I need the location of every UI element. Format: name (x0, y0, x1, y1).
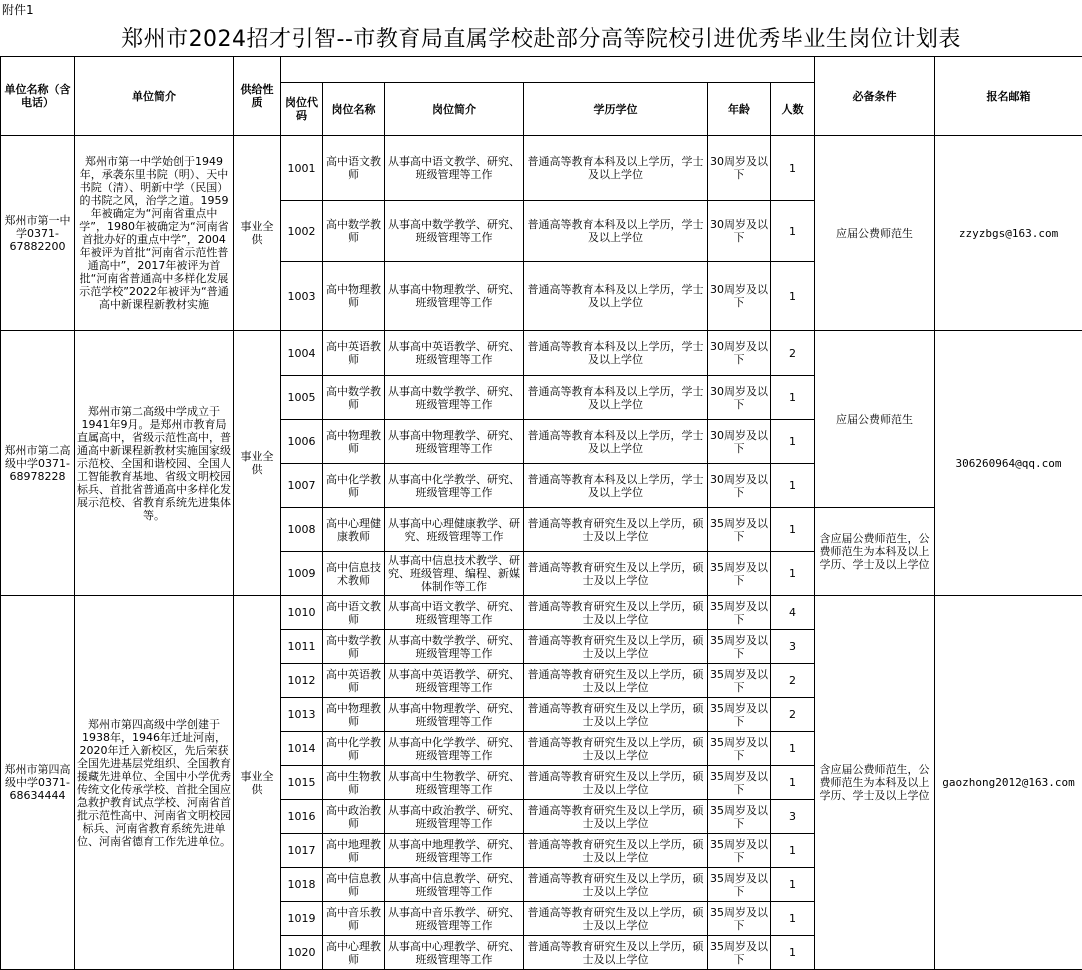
post-intro-cell: 从事高中地理教学、研究、班级管理等工作 (385, 834, 524, 868)
count-cell: 1 (771, 732, 815, 766)
header-age: 年龄 (708, 83, 771, 136)
requirement-cell: 含应届公费师范生，公费师范生为本科及以上学历、学士及以上学位 (815, 596, 935, 970)
post-name-cell: 高中政治教师 (323, 800, 385, 834)
count-cell: 1 (771, 834, 815, 868)
post-code-cell: 1010 (281, 596, 323, 630)
supply-cell: 事业全供 (234, 596, 281, 970)
degree-cell: 普通高等教育本科及以上学历，学士及以上学位 (524, 201, 708, 262)
post-name-cell: 高中物理教师 (323, 420, 385, 464)
degree-cell: 普通高等教育研究生及以上学历，硕士及以上学位 (524, 552, 708, 596)
degree-cell: 普通高等教育本科及以上学历，学士及以上学位 (524, 262, 708, 331)
post-intro-cell: 从事高中物理教学、研究、班级管理等工作 (385, 262, 524, 331)
degree-cell: 普通高等教育本科及以上学历，学士及以上学位 (524, 376, 708, 420)
post-name-cell: 高中心理教师 (323, 936, 385, 970)
unit-intro-text: 郑州市第四高级中学创建于1938年，1946年迁址河南，2020年迁入新校区，先后荣获全国先进基层党组织、全国教育援藏先进单位、全国中小学优秀传统文化传承学校、首批全国应急救护教育试点学校、河南省首批示范性高中、河南省文明校园标兵、河南省教育系统先进单位、河南省德育工作先进单位。 (77, 717, 231, 848)
degree-cell: 普通高等教育研究生及以上学历，硕士及以上学位 (524, 698, 708, 732)
post-intro-cell: 从事高中语文教学、研究、班级管理等工作 (385, 136, 524, 201)
age-cell: 35周岁及以下 (708, 552, 771, 596)
age-cell: 35周岁及以下 (708, 664, 771, 698)
email-cell: gaozhong2012@163.com (935, 596, 1082, 970)
unit-intro-cell (75, 331, 234, 596)
post-intro-cell: 从事高中语文教学、研究、班级管理等工作 (385, 596, 524, 630)
count-cell: 1 (771, 552, 815, 596)
post-code-cell: 1020 (281, 936, 323, 970)
degree-cell: 普通高等教育研究生及以上学历，硕士及以上学位 (524, 630, 708, 664)
header-supply: 供给性质 (234, 57, 281, 136)
count-cell: 2 (771, 331, 815, 376)
post-code-cell: 1018 (281, 868, 323, 902)
post-code-cell: 1011 (281, 630, 323, 664)
supply-cell: 事业全供 (234, 331, 281, 596)
header-email: 报名邮箱 (935, 57, 1082, 136)
age-cell: 35周岁及以下 (708, 732, 771, 766)
post-name-cell: 高中物理教师 (323, 698, 385, 732)
post-code-cell: 1002 (281, 201, 323, 262)
post-code-cell: 1005 (281, 376, 323, 420)
count-cell: 1 (771, 464, 815, 508)
post-intro-cell: 从事高中化学教学、研究、班级管理等工作 (385, 732, 524, 766)
post-code-cell: 1006 (281, 420, 323, 464)
post-name-cell: 高中语文教师 (323, 596, 385, 630)
header-degree: 学历学位 (524, 83, 708, 136)
post-name-cell: 高中数学教师 (323, 376, 385, 420)
post-intro-cell: 从事高中政治教学、研究、班级管理等工作 (385, 800, 524, 834)
age-cell: 35周岁及以下 (708, 596, 771, 630)
post-code-cell: 1014 (281, 732, 323, 766)
post-code-cell: 1008 (281, 508, 323, 552)
unit-name-cell: 郑州市第一中学0371-67882200 (1, 136, 75, 331)
email-cell: 306260964@qq.com (935, 331, 1082, 596)
count-cell: 1 (771, 902, 815, 936)
post-intro-cell: 从事高中物理教学、研究、班级管理等工作 (385, 698, 524, 732)
post-name-cell: 高中生物教师 (323, 766, 385, 800)
table-row (1, 596, 1082, 630)
count-cell: 1 (771, 508, 815, 552)
post-intro-cell: 从事高中英语教学、研究、班级管理等工作 (385, 331, 524, 376)
degree-cell: 普通高等教育研究生及以上学历，硕士及以上学位 (524, 596, 708, 630)
table-row (1, 136, 1082, 201)
post-name-cell: 高中英语教师 (323, 664, 385, 698)
post-code-cell: 1016 (281, 800, 323, 834)
post-intro-cell: 从事高中心理健康教学、研究、班级管理等工作 (385, 508, 524, 552)
degree-cell: 普通高等教育研究生及以上学历，硕士及以上学位 (524, 902, 708, 936)
post-name-cell: 高中音乐教师 (323, 902, 385, 936)
post-name-cell: 高中信息教师 (323, 868, 385, 902)
age-cell: 35周岁及以下 (708, 834, 771, 868)
post-name-cell: 高中数学教师 (323, 630, 385, 664)
post-code-cell: 1012 (281, 664, 323, 698)
header-unit-intro: 单位简介 (75, 57, 234, 136)
count-cell: 1 (771, 262, 815, 331)
post-code-cell: 1003 (281, 262, 323, 331)
post-name-cell: 高中地理教师 (323, 834, 385, 868)
post-code-cell: 1007 (281, 464, 323, 508)
post-code-cell: 1009 (281, 552, 323, 596)
degree-cell: 普通高等教育本科及以上学历，学士及以上学位 (524, 331, 708, 376)
degree-cell: 普通高等教育研究生及以上学历，硕士及以上学位 (524, 868, 708, 902)
post-intro-cell: 从事高中信息技术教学、研究、班级管理、编程、新媒体制作等工作 (385, 552, 524, 596)
count-cell: 1 (771, 420, 815, 464)
age-cell: 30周岁及以下 (708, 262, 771, 331)
count-cell: 1 (771, 376, 815, 420)
age-cell: 35周岁及以下 (708, 936, 771, 970)
count-cell: 2 (771, 698, 815, 732)
post-intro-cell: 从事高中数学教学、研究、班级管理等工作 (385, 630, 524, 664)
header-row-top (1, 57, 1082, 83)
age-cell: 30周岁及以下 (708, 464, 771, 508)
post-code-cell: 1019 (281, 902, 323, 936)
count-cell: 1 (771, 936, 815, 970)
count-cell: 3 (771, 630, 815, 664)
post-intro-cell: 从事高中化学教学、研究、班级管理等工作 (385, 464, 524, 508)
post-name-cell: 高中数学教师 (323, 201, 385, 262)
count-cell: 2 (771, 664, 815, 698)
post-name-cell: 高中英语教师 (323, 331, 385, 376)
count-cell: 1 (771, 201, 815, 262)
age-cell: 35周岁及以下 (708, 766, 771, 800)
degree-cell: 普通高等教育研究生及以上学历，硕士及以上学位 (524, 936, 708, 970)
post-code-cell: 1013 (281, 698, 323, 732)
post-name-cell: 高中信息技术教师 (323, 552, 385, 596)
header-post-name: 岗位名称 (323, 83, 385, 136)
age-cell: 35周岁及以下 (708, 508, 771, 552)
age-cell: 30周岁及以下 (708, 201, 771, 262)
unit-intro-text: 郑州市第一中学始创于1949年，承袭东里书院（明）、天中书院（清）、明新中学（民国）的书院之风，治学之道。1959年被确定为“河南省重点中学”，1980年被确定为“河南省首批办好的重点中学”，2004年被评为首批“河南省示范性普通高中”，2017年被评为首批“河南省普通高中多样化发展示范学校”2022年被评为“普通高中新课程新教材实施 (79, 155, 229, 311)
degree-cell: 普通高等教育本科及以上学历，学士及以上学位 (524, 420, 708, 464)
unit-intro-cell (75, 136, 234, 331)
count-cell: 1 (771, 868, 815, 902)
age-cell: 35周岁及以下 (708, 698, 771, 732)
header-requirement: 必备条件 (815, 57, 935, 136)
unit-name-cell: 郑州市第二高级中学0371-68978228 (1, 331, 75, 596)
age-cell: 35周岁及以下 (708, 800, 771, 834)
count-cell: 4 (771, 596, 815, 630)
count-cell: 1 (771, 766, 815, 800)
age-cell: 35周岁及以下 (708, 902, 771, 936)
post-intro-cell: 从事高中物理教学、研究、班级管理等工作 (385, 420, 524, 464)
email-cell: zzyzbgs@163.com (935, 136, 1082, 331)
header-code: 岗位代码 (281, 83, 323, 136)
post-name-cell: 高中化学教师 (323, 732, 385, 766)
degree-cell: 普通高等教育研究生及以上学历，硕士及以上学位 (524, 800, 708, 834)
post-code-cell: 1017 (281, 834, 323, 868)
requirement-cell: 含应届公费师范生，公费师范生为本科及以上学历、学士及以上学位 (815, 508, 935, 596)
post-intro-cell: 从事高中数学教学、研究、班级管理等工作 (385, 376, 524, 420)
requirement-cell: 应届公费师范生 (815, 331, 935, 508)
post-intro-cell: 从事高中英语教学、研究、班级管理等工作 (385, 664, 524, 698)
unit-intro-text: 郑州市第二高级中学成立于1941年9月。是郑州市教育局直属高中，省级示范性高中，普通高中新课程新教材实施国家级示范校、全国和谐校园、全国人工智能教育基地、省级文明校园标兵、首批省普通高中多样化发展示范校、省教育系统先进集体等。 (77, 404, 231, 522)
post-intro-cell: 从事高中信息教学、研究、班级管理等工作 (385, 868, 524, 902)
age-cell: 30周岁及以下 (708, 136, 771, 201)
post-intro-cell: 从事高中数学教学、研究、班级管理等工作 (385, 201, 524, 262)
post-intro-cell: 从事高中生物教学、研究、班级管理等工作 (385, 766, 524, 800)
post-name-cell: 高中语文教师 (323, 136, 385, 201)
age-cell: 30周岁及以下 (708, 331, 771, 376)
post-code-cell: 1001 (281, 136, 323, 201)
age-cell: 30周岁及以下 (708, 376, 771, 420)
post-code-cell: 1004 (281, 331, 323, 376)
age-cell: 30周岁及以下 (708, 420, 771, 464)
page-title: 郑州市2024招才引智--市教育局直属学校赴部分高等院校引进优秀毕业生岗位计划表 (121, 27, 961, 52)
degree-cell: 普通高等教育研究生及以上学历，硕士及以上学位 (524, 834, 708, 868)
age-cell: 35周岁及以下 (708, 630, 771, 664)
post-code-cell: 1015 (281, 766, 323, 800)
unit-name-cell: 郑州市第四高级中学0371-68634444 (1, 596, 75, 970)
count-cell: 1 (771, 136, 815, 201)
degree-cell: 普通高等教育本科及以上学历，学士及以上学位 (524, 136, 708, 201)
degree-cell: 普通高等教育研究生及以上学历，硕士及以上学位 (524, 732, 708, 766)
attachment-label: 附件1 (2, 3, 34, 17)
age-cell: 35周岁及以下 (708, 868, 771, 902)
supply-cell: 事业全供 (234, 136, 281, 331)
degree-cell: 普通高等教育研究生及以上学历，硕士及以上学位 (524, 508, 708, 552)
header-blank (281, 57, 815, 83)
position-plan-table (0, 56, 1082, 970)
post-name-cell: 高中物理教师 (323, 262, 385, 331)
post-name-cell: 高中化学教师 (323, 464, 385, 508)
degree-cell: 普通高等教育本科及以上学历，学士及以上学位 (524, 464, 708, 508)
header-post-intro: 岗位简介 (385, 83, 524, 136)
post-intro-cell: 从事高中心理教学、研究、班级管理等工作 (385, 936, 524, 970)
requirement-cell: 应届公费师范生 (815, 136, 935, 331)
table-row (1, 331, 1082, 376)
degree-cell: 普通高等教育研究生及以上学历，硕士及以上学位 (524, 664, 708, 698)
post-intro-cell: 从事高中音乐教学、研究、班级管理等工作 (385, 902, 524, 936)
degree-cell: 普通高等教育研究生及以上学历，硕士及以上学位 (524, 766, 708, 800)
post-name-cell: 高中心理健康教师 (323, 508, 385, 552)
unit-intro-cell (75, 596, 234, 970)
header-count: 人数 (771, 83, 815, 136)
count-cell: 3 (771, 800, 815, 834)
header-unit: 单位名称（含电话） (1, 57, 75, 136)
